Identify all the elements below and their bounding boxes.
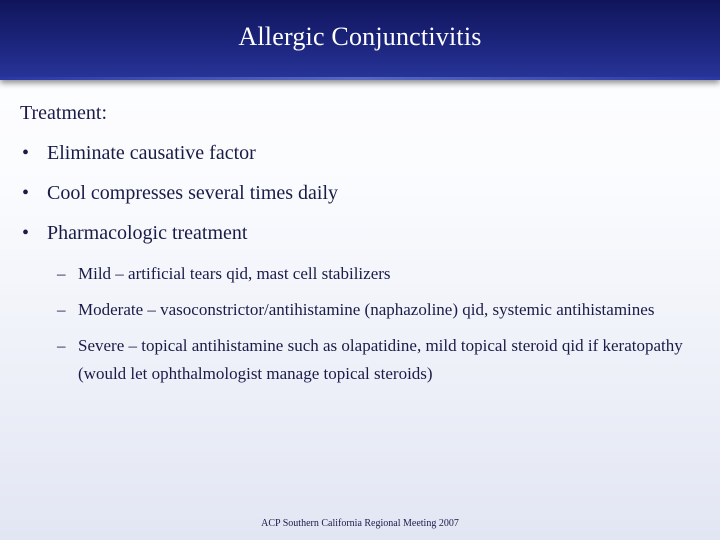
slide-footer: ACP Southern California Regional Meeting 2007: [261, 518, 459, 529]
bullet-item: [20, 220, 700, 246]
title-bar: [0, 0, 720, 80]
bullet-text: Cool compresses several times daily: [47, 182, 339, 204]
sub-bullet-text: Moderate – vasoconstrictor/antihistamine (naphazoline) qid, systemic antihistamines: [78, 300, 655, 319]
treatment-heading: Treatment:: [20, 102, 108, 124]
dash-marker: –: [57, 336, 66, 355]
sub-bullet-text: Mild – artificial tears qid, mast cell stabilizers: [78, 264, 391, 283]
bullet-marker: •: [22, 182, 30, 204]
sub-bullet-text: Severe – topical antihistamine such as olapatidine, mild topical steroid qid if keratopathy (would let ophthalmologist manage topical steroids): [78, 336, 683, 383]
bullet-marker: •: [22, 142, 30, 164]
bullet-marker: •: [22, 222, 30, 244]
sub-bullet-item: [20, 260, 700, 288]
sub-bullet-item: [20, 296, 700, 324]
slide-title: Allergic Conjunctivitis: [238, 22, 482, 51]
dash-marker: –: [57, 300, 66, 319]
bullet-item: [20, 140, 700, 166]
bullet-item: [20, 180, 700, 206]
sub-bullet-item: [20, 332, 700, 388]
bullet-text: Eliminate causative factor: [47, 142, 256, 164]
dash-marker: –: [57, 264, 66, 283]
slide-content: [20, 100, 700, 396]
bullet-text: Pharmacologic treatment: [47, 222, 248, 244]
